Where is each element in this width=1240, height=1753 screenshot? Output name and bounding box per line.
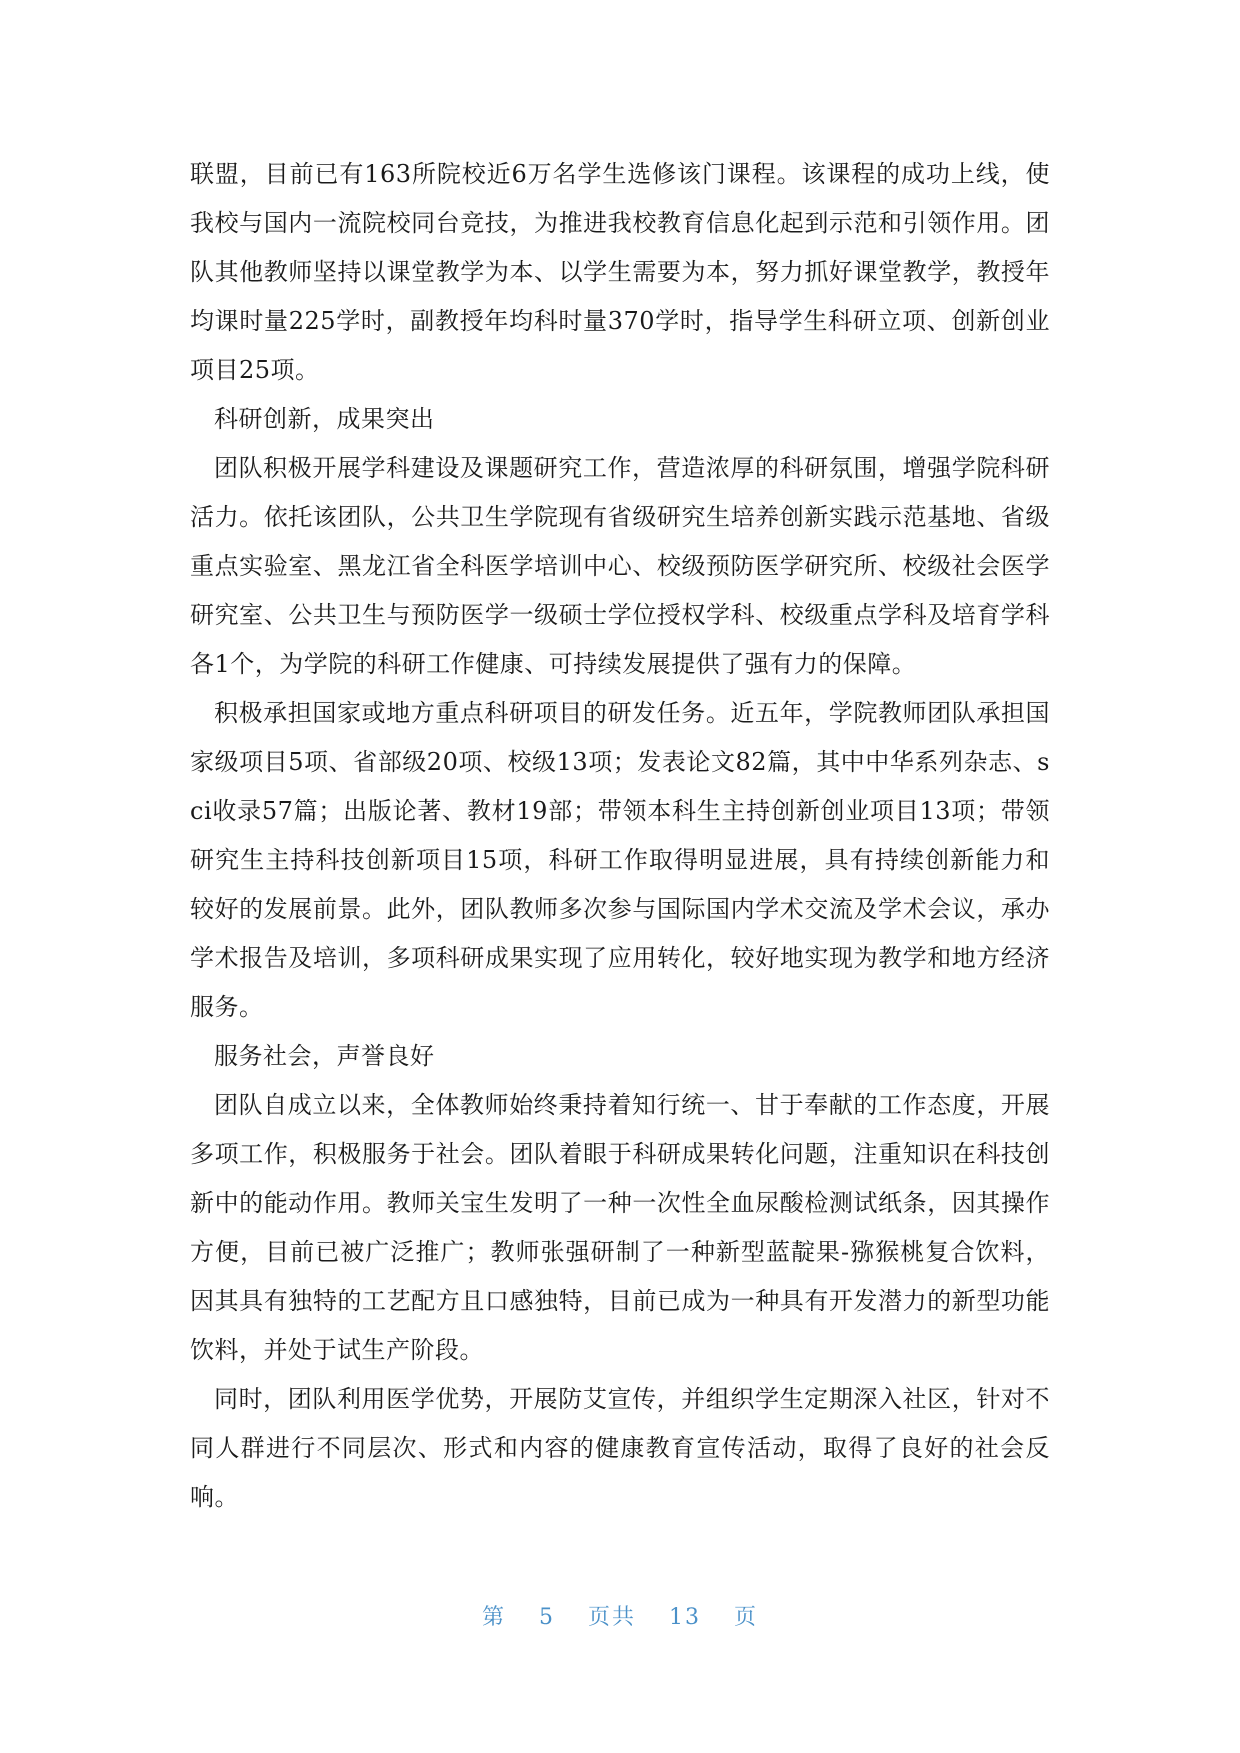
footer-prefix: 第 xyxy=(481,1605,506,1630)
page-number-footer xyxy=(0,1600,1240,1631)
paragraph-research-projects: 积极承担国家或地方重点科研项目的研发任务。近五年，学院教师团队承担国家级项目5项、省部级20项、校级13项；发表论文82篇，其中中华系列杂志、sci收录57篇；出版论著、教材19部；带领本科生主持创新创业项目13项；带领研究生主持科技创新项目15项，科研工作取得明显进展，具有持续创新能力和较好的发展前景。此外，团队教师多次参与国际国内学术交流及学术会议，承办学术报告及培训，多项科研成果实现了应用转化，较好地实现为教学和地方经济服务。 xyxy=(190,699,1050,1021)
paragraph-research-platform: 团队积极开展学科建设及课题研究工作，营造浓厚的科研氛围，增强学院科研活力。依托该团队，公共卫生学院现有省级研究生培养创新实践示范基地、省级重点实验室、黑龙江省全科医学培训中心、校级预防医学研究所、校级社会医学研究室、公共卫生与预防医学一级硕士学位授权学科、校级重点学科及培育学科各1个，为学院的科研工作健康、可持续发展提供了强有力的保障。 xyxy=(190,454,1050,678)
paragraph-service-community: 同时，团队利用医学优势，开展防艾宣传，并组织学生定期深入社区，针对不同人群进行不同层次、形式和内容的健康教育宣传活动，取得了良好的社会反响。 xyxy=(190,1385,1050,1511)
section-heading-research: 科研创新，成果突出 xyxy=(214,405,435,433)
footer-mid: 页共 xyxy=(587,1605,636,1630)
footer-current-page: 5 xyxy=(538,1605,555,1630)
paragraph-service-innovation: 团队自成立以来，全体教师始终秉持着知行统一、甘于奉献的工作态度，开展多项工作，积极服务于社会。团队着眼于科研成果转化问题，注重知识在科技创新中的能动作用。教师关宝生发明了一种一次性全血尿酸检测试纸条，因其操作方便，目前已被广泛推广；教师张强研制了一种新型蓝靛果-猕猴桃复合饮料，因其具有独特的工艺配方且口感独特，目前已成为一种具有开发潜力的新型功能饮料，并处于试生产阶段。 xyxy=(190,1091,1050,1364)
document-body xyxy=(190,150,1050,1522)
paragraph-continuation: 联盟，目前已有163所院校近6万名学生选修该门课程。该课程的成功上线，使我校与国内一流院校同台竞技，为推进我校教育信息化起到示范和引领作用。团队其他教师坚持以课堂教学为本、以学生需要为本，努力抓好课堂教学，教授年均课时量225学时，副教授年均科时量370学时，指导学生科研立项、创新创业项目25项。 xyxy=(190,160,1050,384)
footer-total-pages: 13 xyxy=(669,1605,701,1630)
footer-suffix: 页 xyxy=(734,1605,759,1630)
section-heading-service: 服务社会，声誉良好 xyxy=(214,1042,435,1070)
